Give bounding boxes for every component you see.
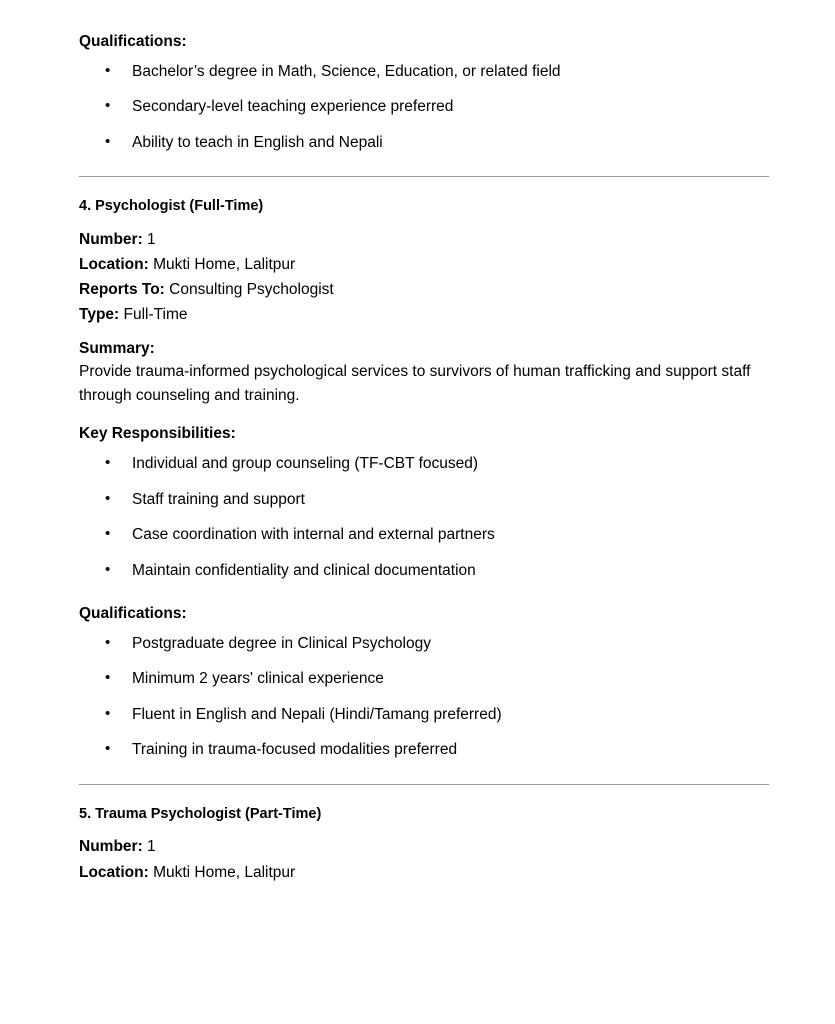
meta-value: Consulting Psychologist xyxy=(169,281,334,299)
meta-label: Reports To: xyxy=(79,281,165,299)
list-item: • Training in trauma-focused modalities preferred xyxy=(79,739,769,761)
section-divider xyxy=(79,176,769,177)
meta-line-number xyxy=(79,227,769,252)
list-item: • Secondary-level teaching experience preferred xyxy=(79,96,769,118)
meta-line-reports-to xyxy=(79,277,769,302)
meta-label: Location: xyxy=(79,256,149,273)
meta-label: Location: xyxy=(79,863,149,881)
list-item: • Minimum 2 years' clinical experience xyxy=(79,668,769,690)
list-item: • Maintain confidentiality and clinical documentation xyxy=(79,560,769,582)
meta-label: Type: xyxy=(79,306,120,324)
job-title: 4. Psychologist (Full-Time) xyxy=(79,198,264,215)
meta-value: Mukti Home, Lalitpur xyxy=(153,256,296,273)
meta-line-location xyxy=(79,252,769,277)
list-item: • Bachelor’s degree in Math, Science, Education, or related field xyxy=(79,61,769,83)
job-meta-block xyxy=(79,227,769,327)
responsibilities-heading: Key Responsibilities: xyxy=(79,425,236,443)
job-meta-block xyxy=(79,834,769,884)
list-item: • Staff training and support xyxy=(79,489,769,511)
qualifications-list xyxy=(79,61,769,154)
list-item: • Fluent in English and Nepali (Hindi/Tamang preferred) xyxy=(79,704,769,726)
qualifications-heading: Qualifications: xyxy=(79,33,187,50)
meta-line-number xyxy=(79,834,769,859)
summary-text: Provide trauma-informed psychological services to survivors of human trafficking and support staff through counseling and training. xyxy=(79,363,751,405)
job-title: 5. Trauma Psychologist (Part-Time) xyxy=(79,805,322,822)
spacer xyxy=(79,596,769,604)
list-item: • Case coordination with internal and external partners xyxy=(79,524,769,546)
meta-value: 1 xyxy=(147,838,156,856)
meta-value: Mukti Home, Lalitpur xyxy=(153,863,296,881)
list-item: • Individual and group counseling (TF-CBT focused) xyxy=(79,453,769,475)
qualifications-heading: Qualifications: xyxy=(79,605,187,623)
list-item: • Ability to teach in English and Nepali xyxy=(79,132,769,154)
meta-line-type xyxy=(79,302,769,327)
qualifications-list xyxy=(79,633,769,762)
section-qualifications-top xyxy=(79,32,769,154)
summary-heading: Summary: xyxy=(79,340,155,358)
section-divider xyxy=(79,784,769,785)
list-item: • Postgraduate degree in Clinical Psychology xyxy=(79,633,769,655)
meta-label: Number: xyxy=(79,838,143,856)
meta-label: Number: xyxy=(79,230,143,248)
section-job-5 xyxy=(79,805,769,885)
meta-value: 1 xyxy=(147,230,156,248)
meta-value: Full-Time xyxy=(123,306,188,324)
section-job-4 xyxy=(79,197,769,762)
meta-line-location xyxy=(79,860,769,885)
responsibilities-list xyxy=(79,453,769,582)
